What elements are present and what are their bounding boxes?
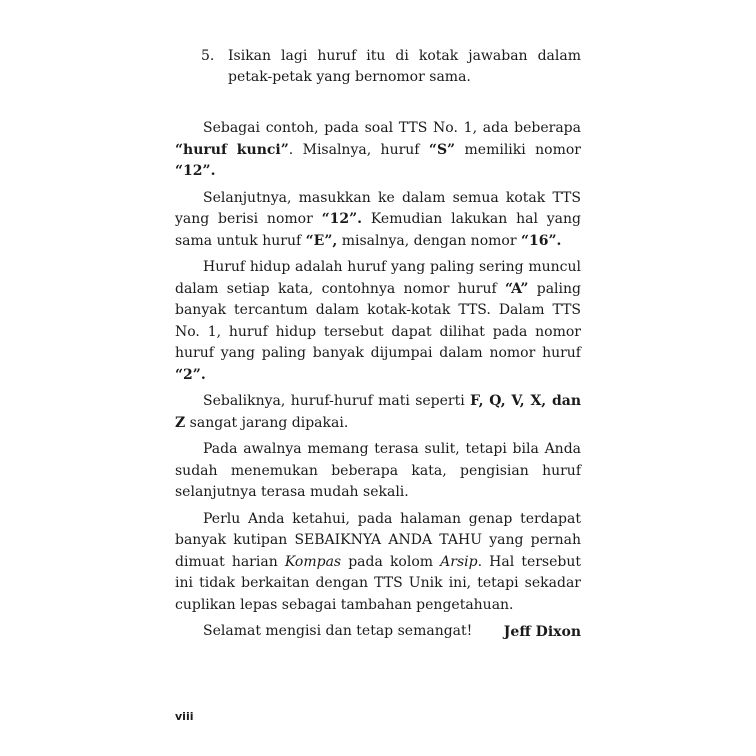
bold-text: “16”. [520,232,562,249]
paragraph-difficulty: Pada awalnya memang terasa sulit, tetapi bila Anda sudah menemukan beberapa kata, pengisian huruf selanjutnya terasa mudah sekali. [175,441,581,500]
text-run: misalnya, dengan nomor [337,232,521,249]
bold-text: F, Q, V, X, dan Z [175,393,581,431]
bold-text: “2”. [175,366,206,383]
bold-text: “huruf kunci” [175,141,289,158]
bold-text: “E”, [305,232,338,249]
text-run: . Misalnya, huruf [288,141,429,158]
bold-text: “A” [505,280,529,297]
italic-text: Kompas [284,553,342,570]
page-number: viii [175,710,194,723]
paragraph-vowels [175,257,581,386]
instruction-step-5 [201,46,581,88]
paragraph-example [175,118,581,183]
paragraph-consonants [175,391,581,434]
author-signature: Jeff Dixon [503,624,581,640]
text-run: Perlu Anda ketahui, pada halaman genap terdapat banyak kutipan SEBAIKNYA ANDA TAHU yang pernah dimuat harian [175,510,581,570]
step-text: Isikan lagi huruf itu di kotak jawaban dalam petak-petak yang bernomor sama. [228,48,581,85]
text-run: Huruf hidup adalah huruf yang paling sering muncul dalam setiap kata, contohnya nomor huruf [175,259,581,297]
bold-text: “12”. [175,163,216,179]
bold-text: “12”. [321,211,363,227]
paragraph-quotes [175,509,581,617]
bold-text: “S” [428,141,456,158]
text-run: paling banyak tercantum dalam kotak-kotak TTS. Dalam TTS No. 1, huruf hidup tersebut dapat dilihat pada nomor huruf yang paling banyak dijumpai dalam nomor huruf [175,280,581,361]
italic-text: Arsip [440,553,478,570]
paragraph-closing: Selamat mengisi dan tetap semangat! [203,623,473,639]
step-number: 5. [201,48,215,64]
text-run: memiliki nomor [455,141,581,158]
text-run: sangat jarang dipakai. [185,414,349,431]
text-run: . Hal tersebut ini tidak berkaitan dengan TTS Unik ini, tetapi sekadar cuplikan lepas sebagai tambahan pengetahuan. [175,553,581,613]
text-run: Selanjutnya, masukkan ke dalam semua kotak TTS yang berisi nomor [175,189,581,227]
text-run: Sebaliknya, huruf-huruf mati seperti [203,393,471,409]
paragraph-next-step [175,188,581,253]
text-run: Sebagai contoh, pada soal TTS No. 1, ada beberapa [203,120,581,136]
text-run: pada kolom [341,553,441,570]
body-text [175,118,581,648]
text-run: Kemudian lakukan hal yang sama untuk huruf [175,211,581,249]
